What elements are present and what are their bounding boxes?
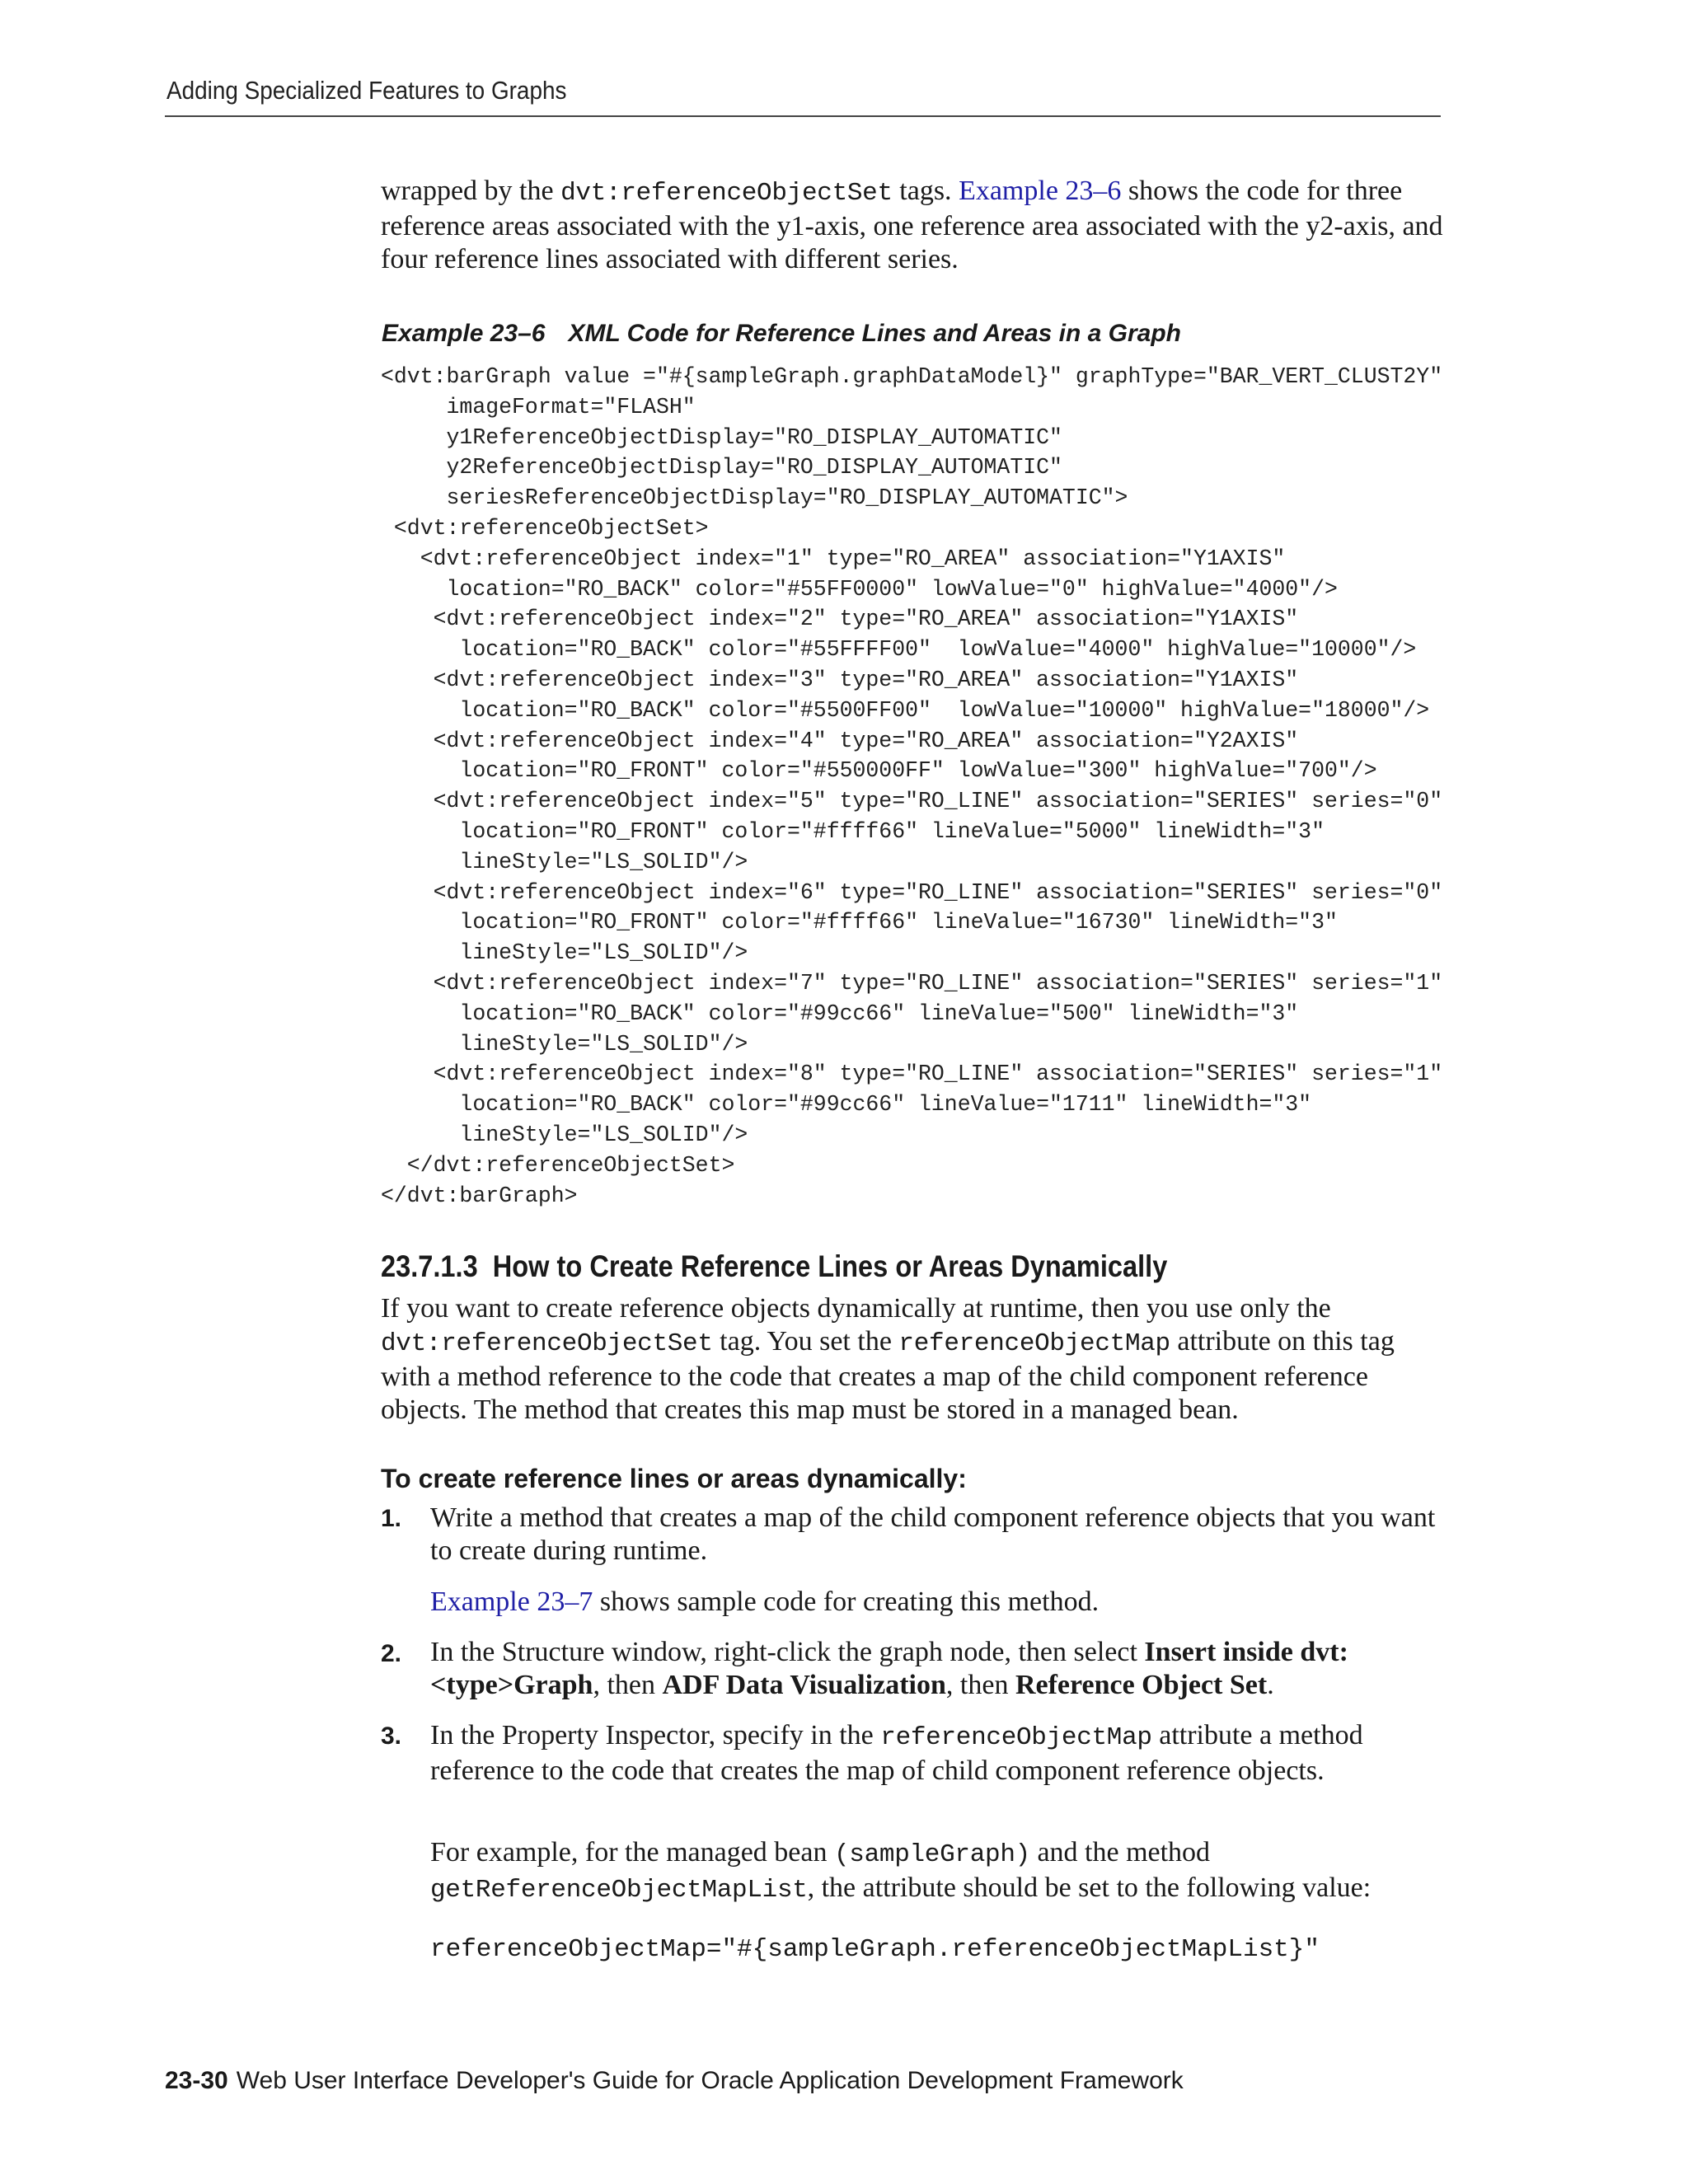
section-number: 23.7.1.3 [381, 1249, 478, 1283]
example-number: Example 23–6 [382, 320, 546, 347]
code-line: <dvt:referenceObject index="3" type="RO_AREA" association="Y1AXIS" [381, 667, 1299, 692]
insert-inside-menu-label: Insert inside dvt:<type>Graph [430, 1637, 1348, 1700]
section-heading [381, 1249, 1167, 1284]
section-paragraph [381, 1292, 1444, 1427]
step-2-text-1: In the Structure window, right-click the graph node, then select [430, 1637, 1145, 1667]
section-text-1: If you want to create reference objects dynamically at runtime, then you use only the [381, 1293, 1331, 1324]
code-line: seriesReferenceObjectDisplay="RO_DISPLAY_AUTOMATIC"> [381, 485, 1128, 511]
section-text-2: tag. You set the [712, 1326, 899, 1357]
adf-data-visualization-menu-label: ADF Data Visualization [662, 1670, 946, 1700]
page-footer [165, 2067, 1184, 2095]
code-line: y1ReferenceObjectDisplay="RO_DISPLAY_AUTOMATIC" [381, 424, 1062, 450]
example-caption [382, 320, 1181, 348]
intro-paragraph [381, 175, 1444, 276]
code-line: location="RO_BACK" color="#99cc66" lineValue="1711" lineWidth="3" [381, 1092, 1312, 1118]
intro-text-2: tags. [892, 176, 959, 206]
step-1-text: Write a method that creates a map of the child component reference objects that you want to create during runtime. [430, 1502, 1436, 1566]
step-2-text-3: , then [945, 1670, 1015, 1700]
attribute-value-code: referenceObjectMap="#{sampleGraph.referenceObjectMapList}" [430, 1935, 1320, 1964]
example-23-7-link[interactable]: Example 23–7 [430, 1586, 593, 1617]
section-code-reference-object-map: referenceObjectMap [898, 1329, 1170, 1358]
page-number: 23-30 [165, 2067, 228, 2094]
code-line: lineStyle="LS_SOLID"/> [381, 1122, 748, 1147]
code-line: location="RO_FRONT" color="#ffff66" lineValue="5000" lineWidth="3" [381, 818, 1325, 844]
step-2-text-4: . [1267, 1670, 1274, 1700]
example-23-6-link[interactable]: Example 23–6 [959, 176, 1122, 206]
code-line: y2ReferenceObjectDisplay="RO_DISPLAY_AUTOMATIC" [381, 455, 1062, 480]
code-line: <dvt:referenceObject index="2" type="RO_AREA" association="Y1AXIS" [381, 607, 1299, 632]
intro-code-reference-object-set: dvt:referenceObjectSet [560, 179, 893, 208]
intro-text-3: shows the code for three reference areas associated with the y1-axis, one reference area associated with the y2-axis, and four reference lines associated with different series. [381, 176, 1443, 274]
step-3-number: 3. [381, 1722, 402, 1750]
step-1-note-text: shows sample code for creating this method. [593, 1586, 1100, 1617]
step-3-text-1: In the Property Inspector, specify in the [430, 1720, 881, 1750]
step-1-note [430, 1586, 1444, 1619]
running-header-title: Adding Specialized Features to Graphs [166, 76, 567, 105]
code-line: <dvt:referenceObject index="4" type="RO_AREA" association="Y2AXIS" [381, 728, 1299, 753]
section-code-reference-object-set: dvt:referenceObjectSet [381, 1329, 713, 1358]
code-line: <dvt:referenceObject index="1" type="RO_AREA" association="Y1AXIS" [381, 546, 1286, 571]
code-line: lineStyle="LS_SOLID"/> [381, 1031, 748, 1057]
code-line: lineStyle="LS_SOLID"/> [381, 849, 748, 874]
code-line: location="RO_FRONT" color="#ffff66" lineValue="16730" lineWidth="3" [381, 910, 1338, 935]
section-text-3: attribute on this tag with a method reference to the code that creates a map of the child component reference objects. The method that creates this map must be stored in a managed bean. [381, 1326, 1395, 1425]
code-line: <dvt:referenceObject index="6" type="RO_LINE" association="SERIES" series="0" [381, 879, 1443, 905]
step-3-example-text-2: and the method [1029, 1837, 1211, 1868]
step-1-number: 1. [381, 1505, 402, 1532]
code-line: location="RO_BACK" color="#5500FF00" lowValue="10000" highValue="18000"/> [381, 697, 1430, 723]
intro-text-1: wrapped by the [381, 176, 561, 206]
header-divider [165, 115, 1441, 117]
step-3-text [430, 1719, 1444, 1788]
code-line: <dvt:referenceObject index="5" type="RO_LINE" association="SERIES" series="0" [381, 789, 1443, 814]
step-3-example-text-1: For example, for the managed bean [430, 1837, 834, 1868]
step-2-text [430, 1636, 1444, 1702]
step-2-text-2: , then [593, 1670, 663, 1700]
code-line: <dvt:barGraph value ="#{sampleGraph.graphDataModel}" graphType="BAR_VERT_CLUST2Y" [381, 364, 1443, 389]
code-line: imageFormat="FLASH" [381, 394, 696, 419]
code-line: </dvt:barGraph> [381, 1183, 578, 1208]
step-2-number: 2. [381, 1640, 402, 1667]
code-line: lineStyle="LS_SOLID"/> [381, 940, 748, 966]
section-title: How to Create Reference Lines or Areas Dynamically [492, 1249, 1168, 1283]
example-title: XML Code for Reference Lines and Areas in a Graph [568, 320, 1182, 347]
step-3-code-sample-graph: (sampleGraph) [833, 1840, 1030, 1869]
reference-object-set-menu-label: Reference Object Set [1015, 1670, 1268, 1700]
code-listing [381, 362, 1442, 1211]
step-3-code-reference-object-map: referenceObjectMap [880, 1723, 1152, 1752]
code-line: location="RO_BACK" color="#55FFFF00" lowValue="4000" highValue="10000"/> [381, 637, 1417, 663]
code-line: </dvt:referenceObjectSet> [381, 1152, 735, 1178]
procedure-heading: To create reference lines or areas dynamically: [381, 1464, 967, 1493]
code-line: location="RO_FRONT" color="#550000FF" lowValue="300" highValue="700"/> [381, 758, 1377, 784]
step-3-code-method-name: getReferenceObjectMapList [430, 1876, 808, 1905]
code-line: <dvt:referenceObject index="8" type="RO_LINE" association="SERIES" series="1" [381, 1062, 1443, 1087]
step-3-text-2: attribute a method reference to the code that creates the map of child component reference objects. [430, 1720, 1363, 1786]
code-line: <dvt:referenceObjectSet> [381, 515, 709, 541]
book-title: Web User Interface Developer's Guide for Oracle Application Development Framework [236, 2067, 1184, 2094]
code-line: <dvt:referenceObject index="7" type="RO_LINE" association="SERIES" series="1" [381, 970, 1443, 996]
code-line: location="RO_BACK" color="#99cc66" lineValue="500" lineWidth="3" [381, 1001, 1299, 1026]
code-line: location="RO_BACK" color="#55FF0000" lowValue="0" highValue="4000"/> [381, 576, 1338, 602]
step-3-example-text-3: , the attribute should be set to the following value: [807, 1872, 1372, 1903]
step-3-example [430, 1836, 1444, 1907]
